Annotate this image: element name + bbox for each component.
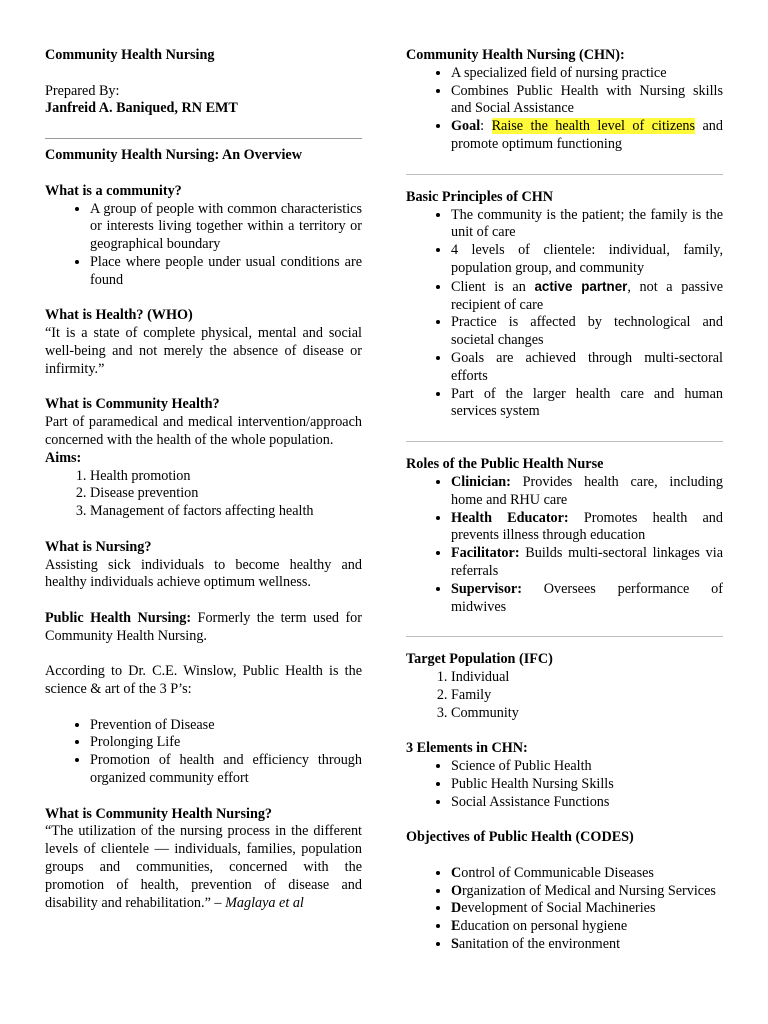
list-item: • A group of people with common characteristics or interests living together within a territory or geographical boundary [90,201,362,254]
chn-list [406,65,723,154]
phn-text: Formerly the term used for Community Health Nursing. [45,609,363,644]
right-column [406,47,723,954]
chn-definition-quote: “The utilization of the nursing process in the different levels of clientele — individuals, families, population groups and communities, concerned with the promotion of health, prevention of disease and disability and rehabilitation.” – Maglaya et al [45,823,362,911]
section-divider [406,441,723,442]
list-item: • Promotion of health and efficiency through organized community effort [90,752,362,788]
list-item: • Clinician: Provides health care, including home and RHU care [451,474,723,510]
codes-heading: Objectives of Public Health (CODES) [406,829,634,846]
list-item: 2. Disease prevention [90,485,362,503]
list-item: • Goals are achieved through multi-sectoral efforts [451,350,723,386]
left-column [45,47,362,912]
list-item: • Supervisor: Oversees performance of midwives [451,581,723,617]
author-name: Janfreid A. Baniqued, RN EMT [45,100,238,117]
list-item: • Social Assistance Functions [451,794,723,812]
principles-heading: Basic Principles of CHN [406,188,553,205]
title-divider [45,138,362,139]
list-item: 1. Individual [451,669,723,687]
chn-definition-heading: What is Community Health Nursing? [45,805,273,822]
three-ps-list [45,717,362,788]
phn-label: Public Health Nursing: [45,609,192,626]
elements-heading: 3 Elements in CHN: [406,740,528,757]
list-item: • Public Health Nursing Skills [451,776,723,794]
list-item: • Client is an active partner, not a passive recipient of care [451,278,723,315]
phn-paragraph [45,610,362,646]
community-health-text: Part of paramedical and medical intervention/approach concerned with the health of the whole population. [45,414,362,448]
list-item: • Place where people under usual conditions are found [90,254,362,290]
health-heading: What is Health? (WHO) [45,307,193,324]
overview-heading: Community Health Nursing: An Overview [45,147,302,164]
section-divider [406,174,723,175]
document-title: Community Health Nursing [45,47,215,63]
community-health-heading: What is Community Health? [45,396,220,413]
list-item: • Organization of Medical and Nursing Services [451,883,723,901]
winslow-text: According to Dr. C.E. Winslow, Public Health is the science & art of the 3 P’s: [45,663,362,698]
list-item: • Part of the larger health care and human services system [451,386,723,422]
quote-source: Maglaya et al [225,894,304,911]
list-item: • Practice is affected by technological and societal changes [451,314,723,350]
nursing-text: Assisting sick individuals to become healthy and healthy individuals achieve optimum wellness. [45,556,362,591]
roles-list [406,474,723,616]
list-item: 1. Health promotion [90,468,362,486]
active-partner: active partner [534,278,628,294]
list-item: 3. Management of factors affecting health [90,503,362,521]
list-item: • Sanitation of the environment [451,936,723,954]
list-item: • Facilitator: Builds multi-sectoral linkages via referrals [451,545,723,581]
community-list [45,201,362,290]
codes-list [406,865,723,954]
section-divider [406,636,723,637]
list-item: • Control of Communicable Diseases [451,865,723,883]
principles-list [406,207,723,422]
elements-list [406,758,723,811]
chn-heading: Community Health Nursing (CHN): [406,47,625,63]
health-quote: “It is a state of complete physical, mental and social well-being and not merely the absence of disease or infirmity.” [45,325,362,377]
list-item: 2. Family [451,687,723,705]
list-item: • Development of Social Machineries [451,900,723,918]
list-item: • Science of Public Health [451,758,723,776]
roles-heading: Roles of the Public Health Nurse [406,456,604,473]
goal-item: • Goal: Raise the health level of citizens and promote optimum functioning [451,118,723,154]
list-item: • The community is the patient; the family is the unit of care [451,207,723,243]
list-item: • 4 levels of clientele: individual, family, population group, and community [451,242,723,278]
prepared-by-label: Prepared By: [45,82,120,99]
nursing-heading: What is Nursing? [45,538,152,555]
list-item: 3. Community [451,705,723,723]
target-heading: Target Population (IFC) [406,651,553,668]
aims-list [45,468,362,521]
goal-highlight: Raise the health level of citizens [491,118,696,135]
target-list [406,669,723,722]
list-item: • Prevention of Disease [90,717,362,735]
list-item: • Health Educator: Promotes health and prevents illness through education [451,510,723,546]
aims-label: Aims: [45,449,82,466]
list-item: • A specialized field of nursing practice [451,65,723,83]
list-item: • Combines Public Health with Nursing skills and Social Assistance [451,83,723,119]
community-heading: What is a community? [45,182,182,199]
goal-label: Goal [451,118,481,135]
list-item: • Education on personal hygiene [451,918,723,936]
list-item: • Prolonging Life [90,734,362,752]
